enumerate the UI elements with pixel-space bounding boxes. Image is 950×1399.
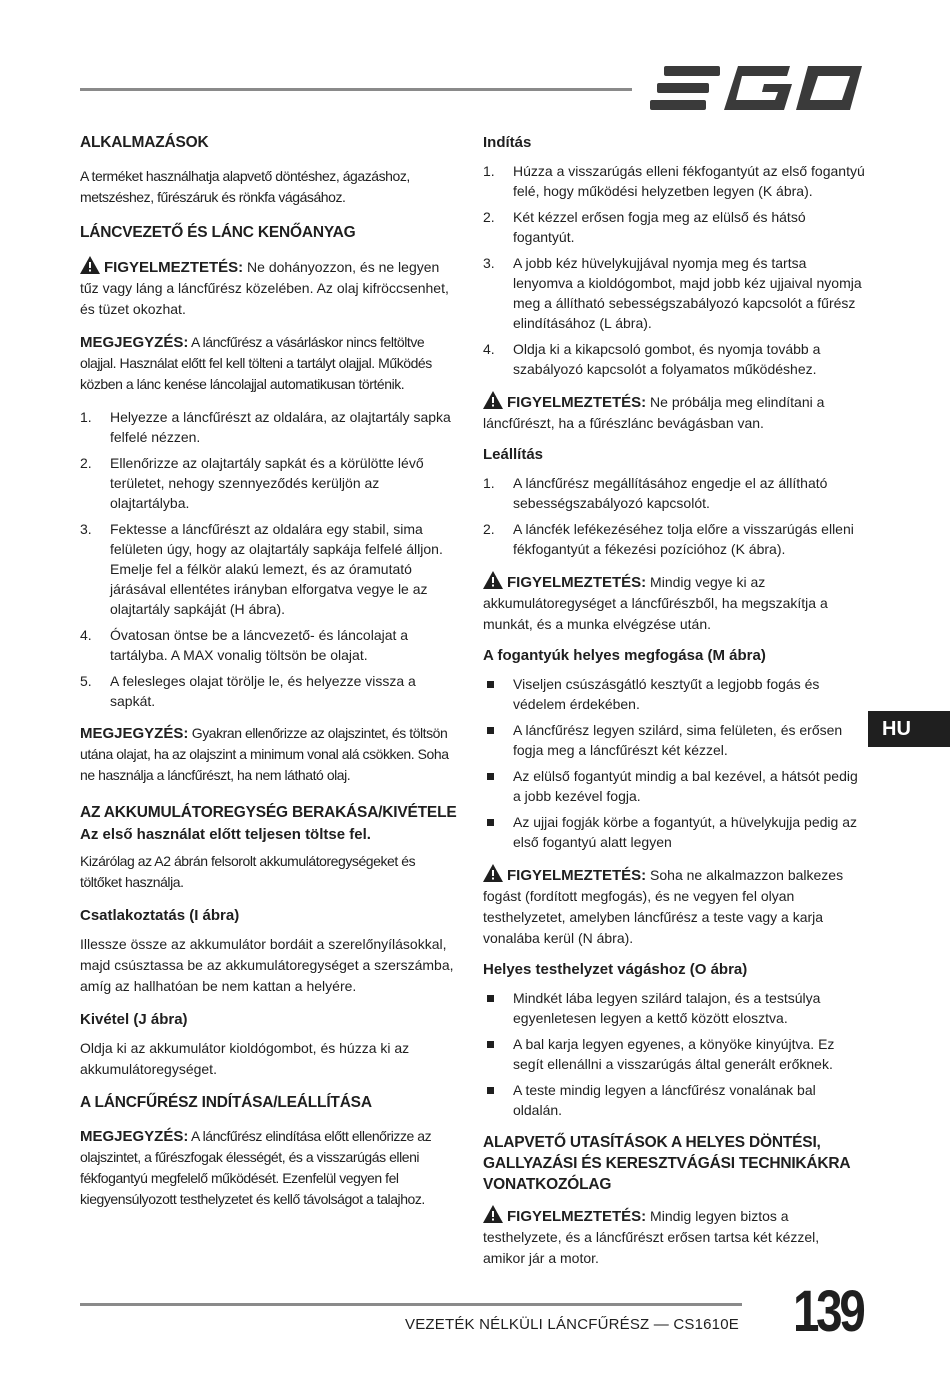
header-rule <box>80 88 632 91</box>
heading-stance: Helyes testhelyzet vágáshoz (O ábra) <box>483 961 748 978</box>
start-steps <box>483 161 865 379</box>
list-item: 3. Fektesse a láncfűrészt az oldalára egy stabil, sima felületen úgy, hogy az olajtartály sapkája felfelé álljon. Emelje fel a félkör alakú lemezt, és az óramutató járásával ellentétes irányban elforgatva vegye le az olajtartály sapkáját (H ábra). <box>80 521 443 617</box>
list-item: 2. A láncfék lefékezéséhez tolja előre a visszarúgás elleni fékfogantyút a fékezési pozícióhoz (K ábra). <box>483 521 854 557</box>
connect-paragraph: Illessze össze az akkumulátor bordáit a szerelőnyílásokkal, majd csúsztassa be az akkumulátoregységet a szerszámba, amíg az hallhatóan be nem kattan a helyére. <box>80 936 454 994</box>
heading-start: Indítás <box>483 134 532 151</box>
list-item: Az elülső fogantyút mindig a bal kezével, a hátsót pedig a jobb kezével fogja. <box>483 766 865 806</box>
list-item: 1. Húzza a visszarúgás elleni fékfogantyút az első fogantyú felé, hogy működési helyzetben legyen (K ábra). <box>483 163 865 199</box>
battery-subheading: Az első használat előtt teljesen töltse fel. <box>80 826 371 843</box>
warning-icon <box>483 391 503 409</box>
list-item: A láncfűrész legyen szilárd, sima felületen, és erősen fogja meg a láncfűrészt két kézzel. <box>483 720 865 760</box>
warning-icon <box>483 864 503 882</box>
list-item: A teste mindig legyen a láncfűrész vonalának bal oldalán. <box>483 1080 865 1120</box>
warning-smoking: FIGYELMEZTETÉS: Ne dohányozzon, és ne legyen tűz vagy láng a láncfűrész közelében. Az olaj kifröccsenhet, és tüzet okozhat. <box>80 256 458 320</box>
list-item: 2. Ellenőrizze az olajtartály sapkát és a körülötte lévő területet, nehogy szennyeződés kerüljön az olajtartályba. <box>80 455 424 511</box>
warning-start-in-cut: FIGYELMEZTETÉS: Ne próbálja meg elindítani a láncfűrészt, ha a fűrészlánc bevágásban van. <box>483 391 865 434</box>
note-before-start: MEGJEGYZÉS: A láncfűrész elindítása előtt ellenőrizze az olajszintet, a fűrészfogak élességét, és a visszarúgás elleni fékfogantyú megfelelő működését. Ezenfelül vegyen fel kiegyensúlyozott testhelyzetet és kellő távolságot a talajhoz. <box>80 1128 432 1207</box>
list-item: Viseljen csúszásgátló kesztyűt a legjobb fogás és védelem érdekében. <box>483 674 865 714</box>
stance-list <box>483 988 865 1120</box>
oil-fill-steps <box>80 407 458 711</box>
section-heading-applications: ALKALMAZÁSOK <box>80 134 209 151</box>
bullet-icon <box>487 773 494 780</box>
heading-grip: A fogantyúk helyes megfogása (M ábra) <box>483 647 766 664</box>
bullet-icon <box>487 1087 494 1094</box>
list-item: 2. Két kézzel erősen fogja meg az elülső és hátsó fogantyút. <box>483 209 806 245</box>
section-heading-lubricant: LÁNCVEZETŐ ÉS LÁNC KENŐANYAG <box>80 224 356 241</box>
warning-icon <box>80 256 100 274</box>
warning-icon <box>483 1205 503 1223</box>
heading-remove: Kivétel (J ábra) <box>80 1011 188 1028</box>
list-item: 5. A felesleges olajat törölje le, és helyezze vissza a sapkát. <box>80 673 416 709</box>
warning-icon <box>483 571 503 589</box>
note-oil-not-filled: MEGJEGYZÉS: A láncfűrész a vásárláskor nincs feltöltve olajjal. Használat előtt fel kell tölteni a tartályt olajjal. Működés közben a lánc kenése láncolajjal automatikusan történik. <box>80 334 432 392</box>
list-item: 3. A jobb kéz hüvelykujjával nyomja meg és tartsa lenyomva a kioldógombot, majd jobb kéz ujjaival nyomja meg a állítható sebességszabályozó kapcsolót a fűrész elindításához (L ábra). <box>483 255 862 331</box>
heading-connect: Csatlakoztatás (I ábra) <box>80 907 240 924</box>
right-column <box>483 134 865 1281</box>
list-item: 4. Óvatosan öntse be a láncvezető- és láncolajat a tartályba. A MAX vonalig töltsön be olajat. <box>80 627 409 663</box>
left-column <box>80 134 458 1222</box>
heading-stop: Leállítás <box>483 446 544 463</box>
bullet-icon <box>487 819 494 826</box>
bullet-icon <box>487 727 494 734</box>
section-heading-basic-instructions: ALAPVETŐ UTASÍTÁSOK A HELYES DÖNTÉSI, GALLYAZÁSI ÉS KERESZTVÁGÁSI TECHNIKÁKRA VONATKOZÓLAG <box>483 1134 850 1193</box>
footer-text: VEZETÉK NÉLKÜLI LÁNCFŰRÉSZ — CS1610E <box>405 1316 739 1333</box>
remove-paragraph: Oldja ki az akkumulátor kioldógombot, és húzza ki az akkumulátoregységet. <box>80 1040 410 1077</box>
list-item: 1. Helyezze a láncfűrészt az oldalára, az olajtartály sapka felfelé nézzen. <box>80 409 451 445</box>
language-tab: HU <box>868 711 950 747</box>
section-heading-battery: AZ AKKUMULÁTOREGYSÉG BERAKÁSA/KIVÉTELE <box>80 804 457 821</box>
list-item: A bal karja legyen egyenes, a könyöke kinyújtva. Ez segít ellenállni a visszarúgás által generált erőknek. <box>483 1034 865 1074</box>
warning-stable-stance: FIGYELMEZTETÉS: Mindig legyen biztos a testhelyzete, és a láncfűrészt erősen tartsa két kézzel, amikor jár a motor. <box>483 1205 865 1269</box>
list-item: Mindkét lába legyen szilárd talajon, és a testsúlya egyenletesen legyen a kettő között elosztva. <box>483 988 865 1028</box>
list-item: 1. A láncfűrész megállításához engedje el az állítható sebességszabályozó kapcsolót. <box>483 475 828 511</box>
stop-steps <box>483 473 865 559</box>
footer-rule <box>80 1303 742 1306</box>
grip-list <box>483 674 865 852</box>
page-number: 139 <box>793 1279 863 1344</box>
applications-paragraph: A terméket használhatja alapvető döntéshez, ágazáshoz, metszéshez, fűrészáruk és rönkfa vágásához. <box>80 168 410 205</box>
ego-logo <box>650 62 862 114</box>
list-item: 4. Oldja ki a kikapcsoló gombot, és nyomja tovább a szabályozó kapcsolót a folyamatos működéshez. <box>483 341 821 377</box>
note-oil-level: MEGJEGYZÉS: Gyakran ellenőrizze az olajszintet, és töltsön utána olajat, ha az olajszint a minimum vonal alá csökken. Soha ne használja a láncfűrészt, ha nem látható olaj. <box>80 725 449 783</box>
bullet-icon <box>487 1041 494 1048</box>
warning-remove-battery: FIGYELMEZTETÉS: Mindig vegye ki az akkumulátoregységet a láncfűrészből, ha megszakítja a munkát, és a munka elvégzése után. <box>483 571 865 635</box>
bullet-icon <box>487 995 494 1002</box>
bullet-icon <box>487 681 494 688</box>
list-item: Az ujjai fogják körbe a fogantyút, a hüvelykujja pedig az első fogantyú alatt legyen <box>483 812 865 852</box>
battery-paragraph: Kizárólag az A2 ábrán felsorolt akkumulátoregységeket és töltőket használja. <box>80 853 416 890</box>
section-heading-start-stop: A LÁNCFŰRÉSZ INDÍTÁSA/LEÁLLÍTÁSA <box>80 1094 372 1111</box>
warning-left-hand-grip: FIGYELMEZTETÉS: Soha ne alkalmazzon balkezes fogást (fordított megfogás), és ne vegyen fel olyan testhelyzetet, amelyben láncfűrész a teste vagy a karja vonalába kerül (N ábra). <box>483 864 865 949</box>
